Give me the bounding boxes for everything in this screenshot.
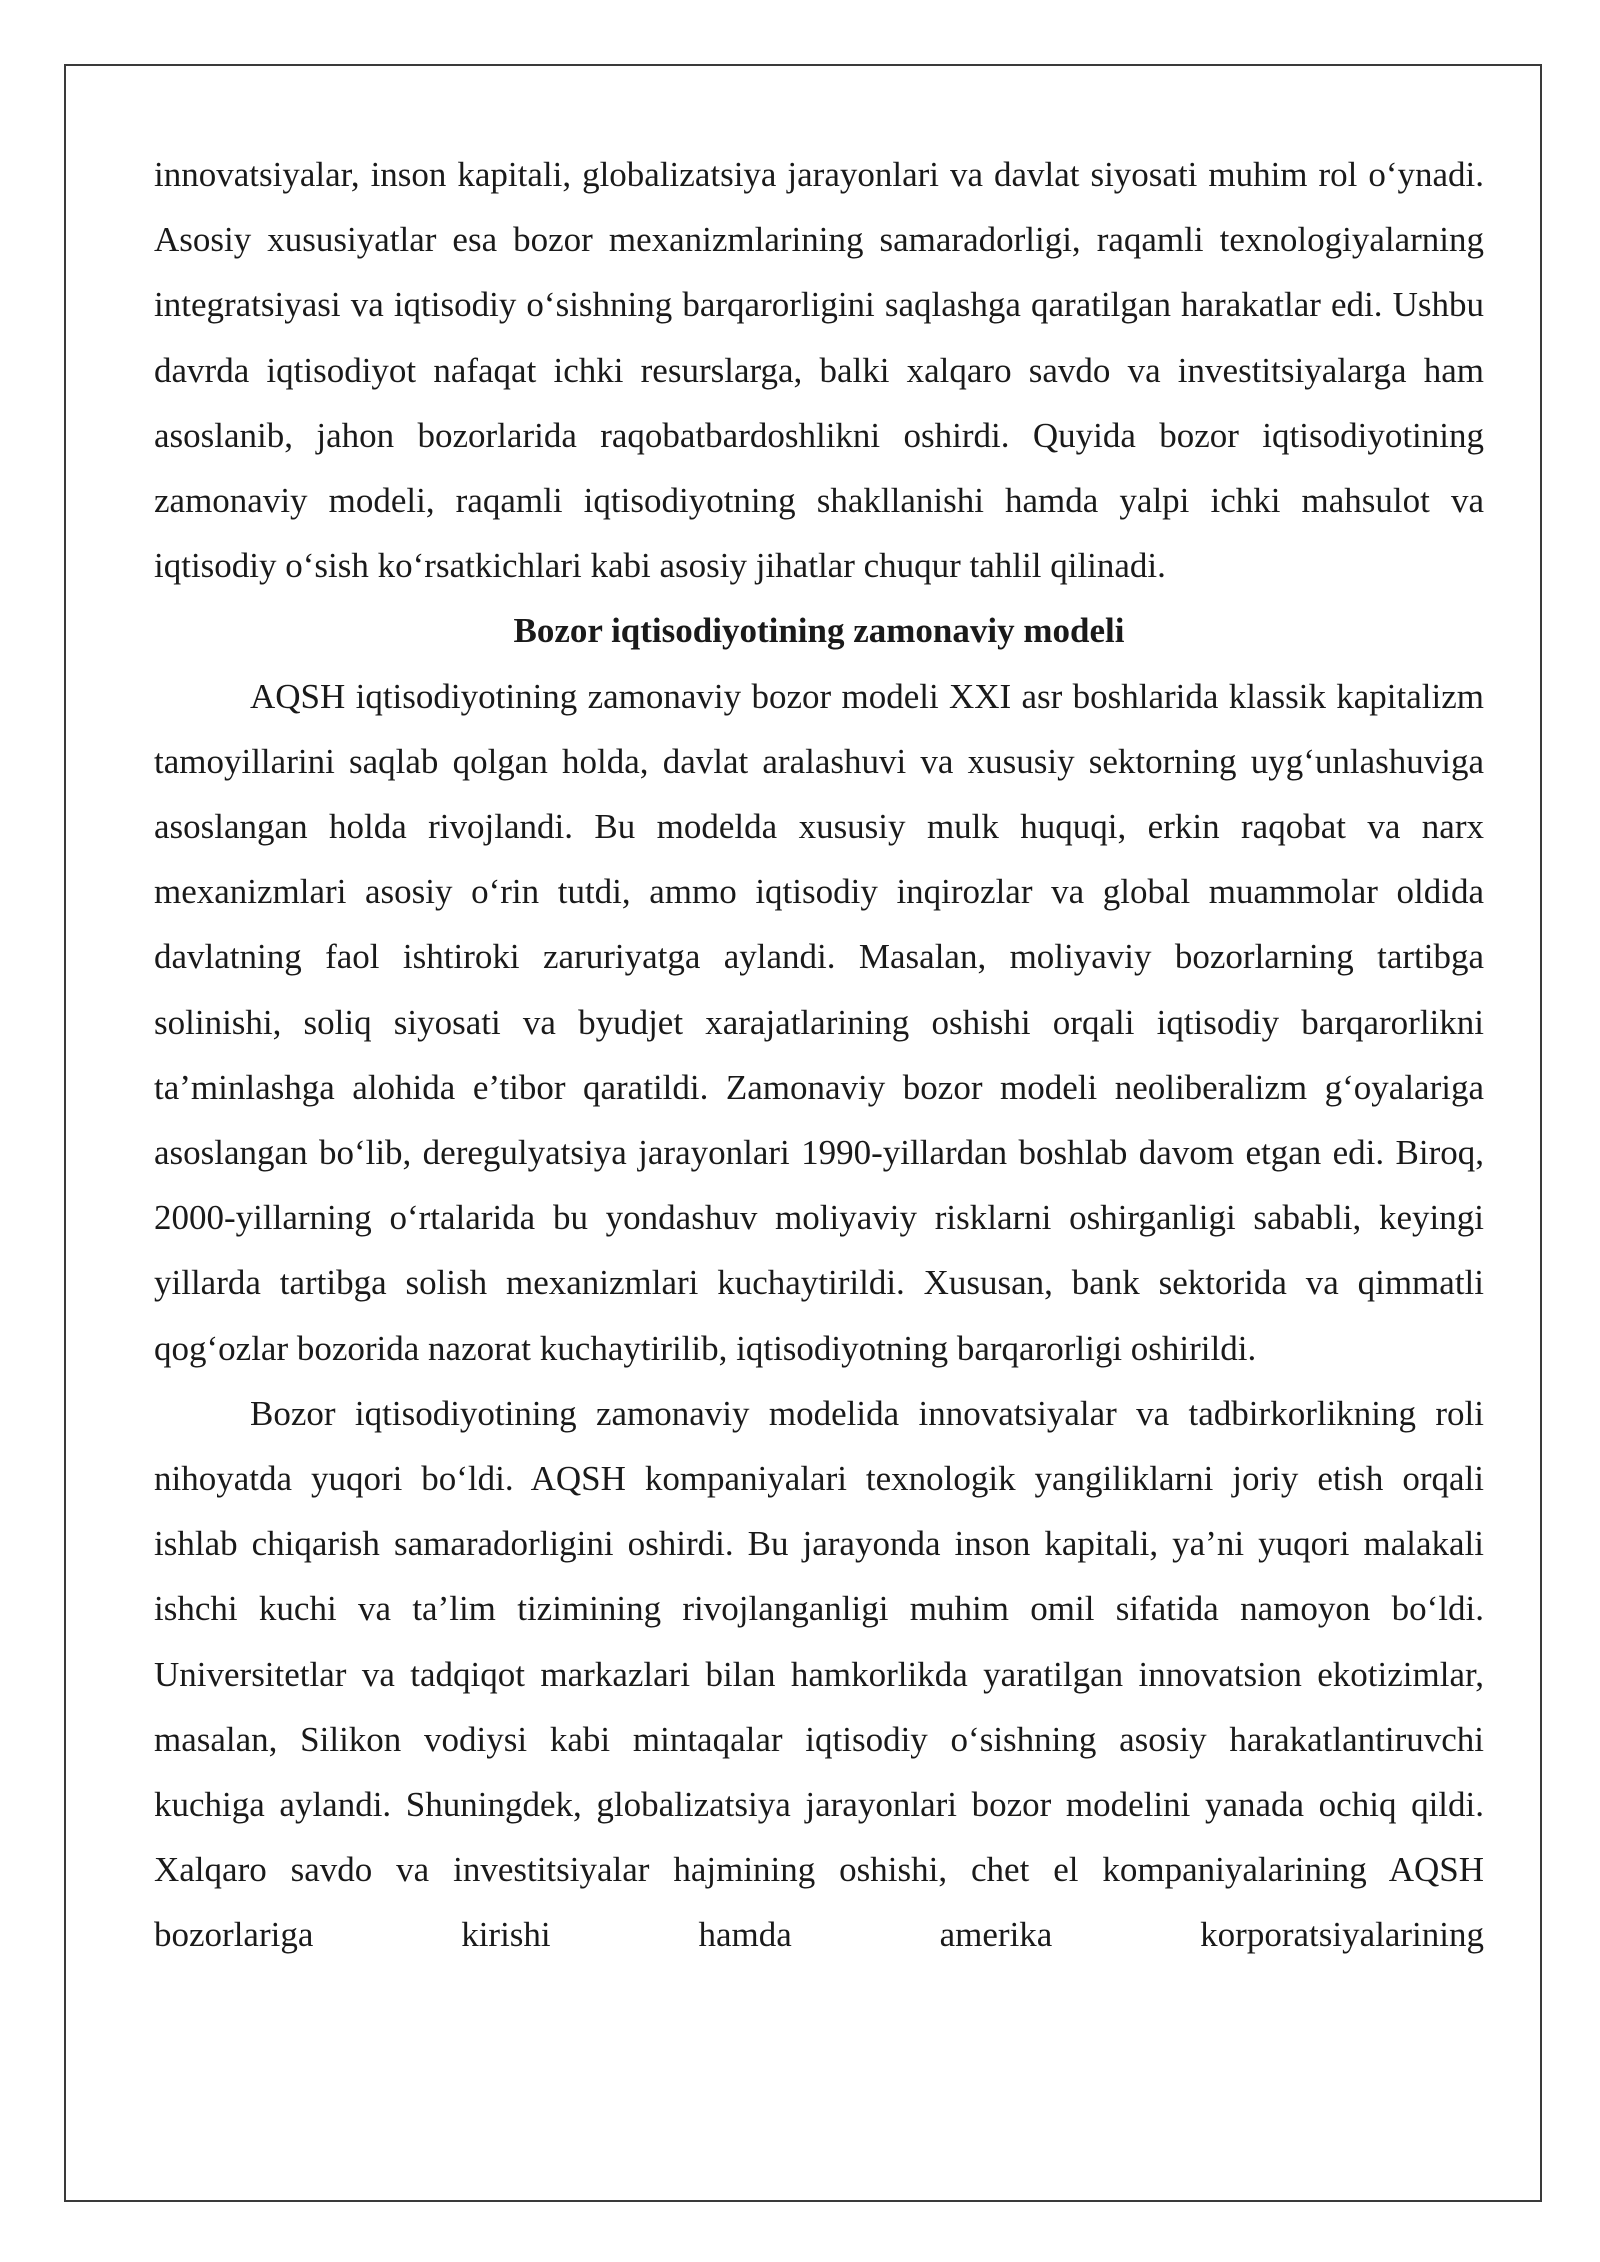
section-paragraph-2: Bozor iqtisodiyotining zamonaviy modelida innovatsiyalar va tadbirkorlikning roli nihoyatda yuqori bo‘ldi. AQSH kompaniyalari texnologik yangiliklarni joriy etish orqali ishlab chiqarish samaradorligini oshirdi. Bu jarayonda inson kapitali, ya’ni yuqori malakali ishchi kuchi va ta’lim tizimining rivojlanganligi muhim omil sifatida namoyon bo‘ldi. Universitetlar va tadqiqot markazlari bilan hamkorlikda yaratilgan innovatsion ekotizimlar, masalan, Silikon vodiysi kabi mintaqalar iqtisodiy o‘sishning asosiy harakatlantiruvchi kuchiga aylandi. Shuningdek, globalizatsiya jarayonlari bozor modelini yanada ochiq qildi. Xalqaro savdo va investitsiyalar hajmining oshishi, chet el kompaniyalarining AQSH bozorlariga kirishi hamda amerika korporatsiyalarining [154,1393,1484,1955]
intro-paragraph: innovatsiyalar, inson kapitali, globalizatsiya jarayonlari va davlat siyosati muhim rol o‘ynadi. Asosiy xususiyatlar esa bozor mexanizmlarining samaradorligi, raqamli texnologiyalarning integratsiyasi va iqtisodiy o‘sishning barqarorligini saqlashga qaratilgan harakatlar edi. Ushbu davrda iqtisodiyot nafaqat ichki resurslarga, balki xalqaro savdo va investitsiyalarga ham asoslanib, jahon bozorlarida raqobatbardoshlikni oshirdi. Quyida bozor iqtisodiyotining zamonaviy modeli, raqamli iqtisodiyotning shakllanishi hamda yalpi ichki mahsulot va iqtisodiy o‘sish ko‘rsatkichlari kabi asosiy jihatlar chuqur tahlil qilinadi. [154,155,1484,586]
section-paragraph-1: AQSH iqtisodiyotining zamonaviy bozor modeli XXI asr boshlarida klassik kapitalizm tamoyillarini saqlab qolgan holda, davlat aralashuvi va xususiy sektorning uyg‘unlashuviga asoslangan holda rivojlandi. Bu modelda xususiy mulk huquqi, erkin raqobat va narx mexanizmlari asosiy o‘rin tutdi, ammo iqtisodiy inqirozlar va global muammolar oldida davlatning faol ishtiroki zaruriyatga aylandi. Masalan, moliyaviy bozorlarning tartibga solinishi, soliq siyosati va byudjet xarajatlarining oshishi orqali iqtisodiy barqarorlikni ta’minlashga alohida e’tibor qaratildi. Zamonaviy bozor modeli neoliberalizm g‘oyalariga asoslangan bo‘lib, deregulyatsiya jarayonlari 1990-yillardan boshlab davom etgan edi. Biroq, 2000-yillarning o‘rtalarida bu yondashuv moliyaviy risklarni oshirganligi sababli, keyingi yillarda tartibga solish mexanizmlari kuchaytirildi. Xususan, bank sektorida va qimmatli qog‘ozlar bozorida nazorat kuchaytirilib, iqtisodiyotning barqarorligi oshirildi. [154,676,1484,1368]
section-heading: Bozor iqtisodiyotining zamonaviy modeli [513,611,1125,651]
document-body [154,142,1484,1968]
